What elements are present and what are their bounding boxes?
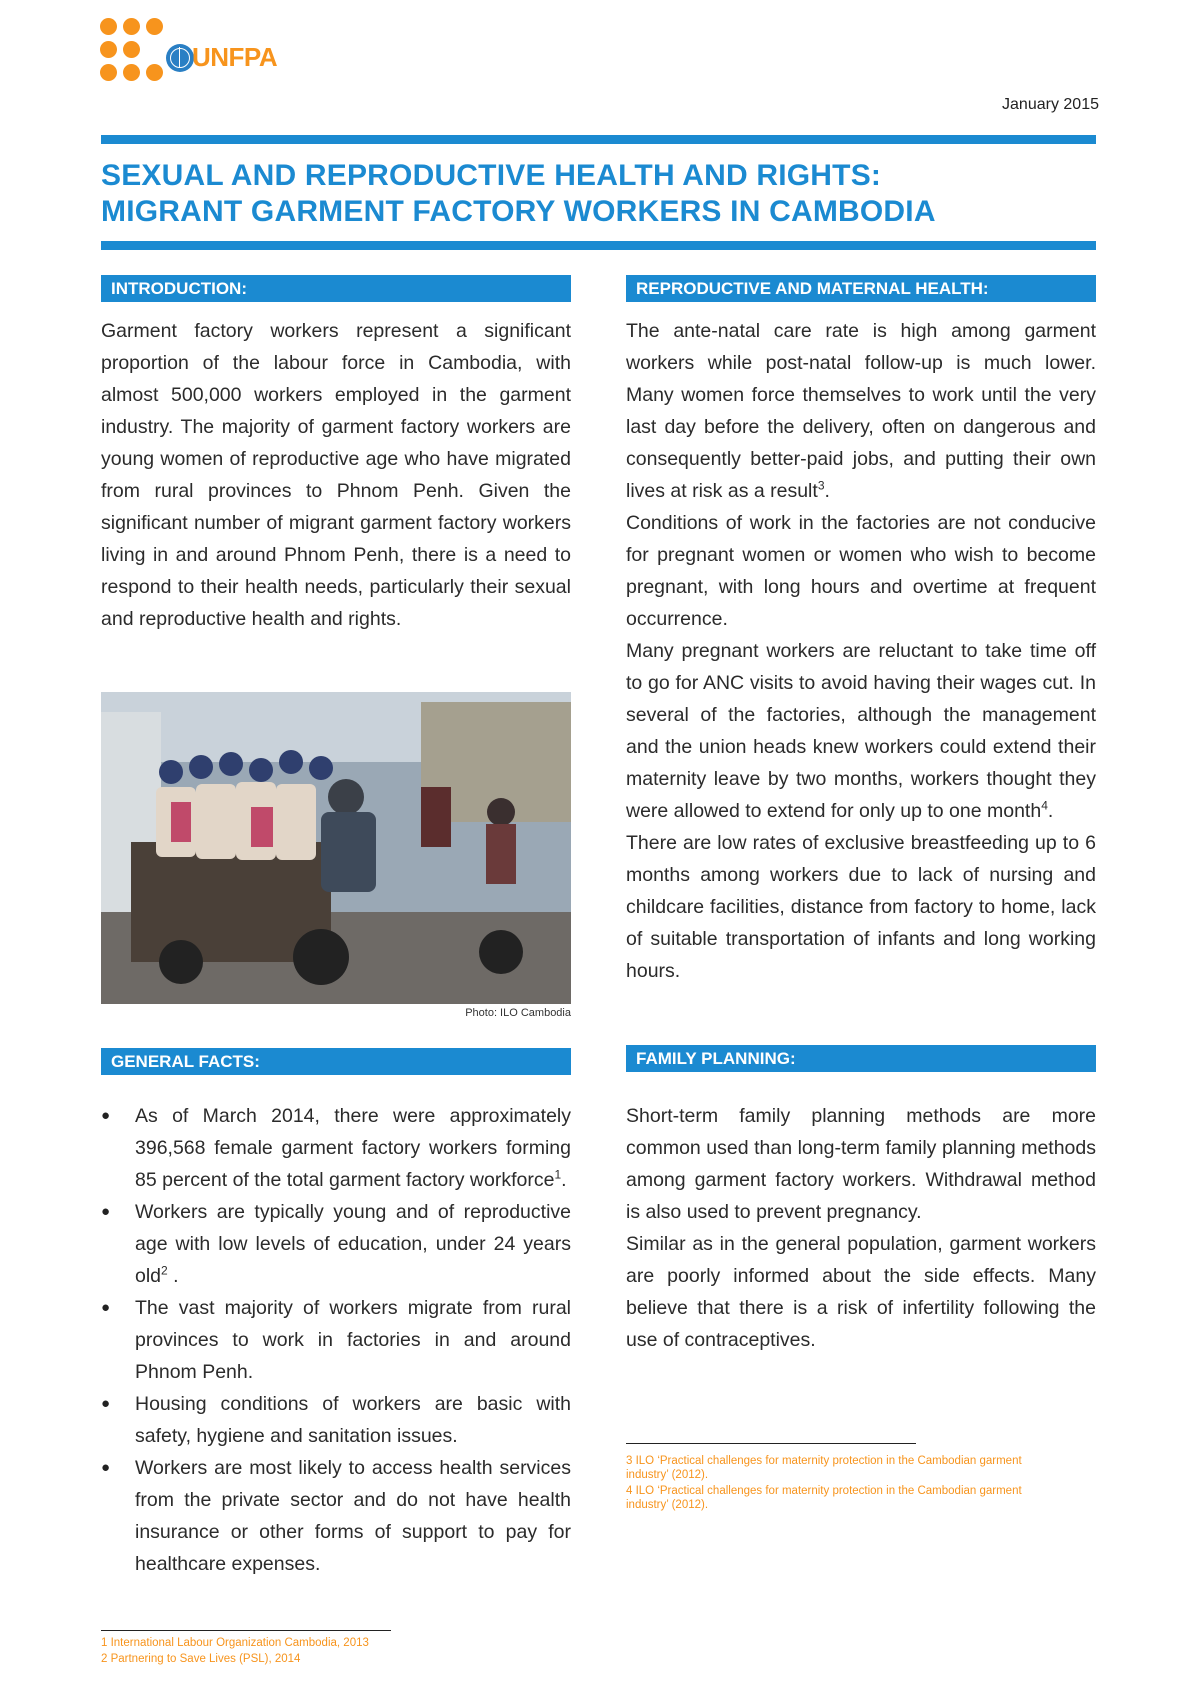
introduction-text: Garment factory workers represent a significant proportion of the labour force in Cambodia, with almost 500,000 workers employed in the garment industry. The majority of garment factory workers are young women of reproductive age who have migrated from rural provinces to Phnom Penh. Given the significant number of migrant garment factory workers living in and around Phnom Penh, there is a need to respond to their health needs, particularly their sexual and reproductive health and rights. xyxy=(101,320,571,630)
photo-workers-on-truck xyxy=(101,692,571,1004)
page-title xyxy=(101,158,1101,230)
footnotes-right xyxy=(626,1454,1066,1514)
rh-paragraph-2: Conditions of work in the factories are not conducive for pregnant women or women who wish to become pregnant, with long hours and overtime at frequent occurrence. xyxy=(626,512,1096,630)
rh-paragraph-3: Many pregnant workers are reluctant to take time off to go for ANC visits to avoid having their wages cut. In several of the factories, although the management and the union heads knew workers could extend their maternity leave by two months, workers thought they were allowed to extend for only up to one month$^4$. xyxy=(626,640,1096,822)
footnote-1: 1 International Labour Organization Cambodia, 2013 xyxy=(101,1637,369,1649)
rh-paragraph-4: There are low rates of exclusive breastfeeding up to 6 months among workers due to lack of nursing and childcare facilities, distance from factory to home, lack of suitable transportation of infants and long working hours. xyxy=(626,832,1096,982)
top-rule xyxy=(101,135,1096,144)
publication-date: January 2015 xyxy=(1002,96,1099,113)
footnote-2: 2 Partnering to Save Lives (PSL), 2014 xyxy=(101,1653,301,1665)
photo-illustration xyxy=(101,692,571,1004)
reproductive-health-text xyxy=(626,315,1096,987)
unfpa-logo xyxy=(100,18,278,98)
section-heading-general-facts: GENERAL FACTS: xyxy=(101,1048,571,1075)
title-line-2: MIGRANT GARMENT FACTORY WORKERS IN CAMBODIA xyxy=(101,195,936,228)
footnote-4: 4 ILO ‘Practical challenges for maternity protection in the Cambodian garment industry’ (2012). xyxy=(626,1485,1022,1511)
fp-paragraph-2: Similar as in the general population, garment workers are poorly informed about the side effects. Many believe that there is a risk of infertility following the use of contraceptives. xyxy=(626,1233,1096,1351)
section-heading-reproductive-health: REPRODUCTIVE AND MATERNAL HEALTH: xyxy=(626,275,1096,302)
rh-paragraph-1: The ante-natal care rate is high among garment workers while post-natal follow-up is much lower. Many women force themselves to work until the very last day before the delivery, often on dangerous and consequently better-paid jobs, and putting their own lives at risk as a result$^3$. xyxy=(626,320,1096,502)
footnote-rule-left xyxy=(101,1630,391,1631)
fact-item: ● Workers are most likely to access health services from the private sector and do not have health insurance or other forms of support to pay for healthcare expenses. xyxy=(101,1452,571,1580)
fact-item: ● The vast majority of workers migrate from rural provinces to work in factories in and around Phnom Penh. xyxy=(101,1292,571,1388)
un-globe-icon xyxy=(166,44,194,72)
fact-item: ● Housing conditions of workers are basic with safety, hygiene and sanitation issues. xyxy=(101,1388,571,1452)
family-planning-text xyxy=(626,1100,1096,1356)
section-heading-family-planning: FAMILY PLANNING: xyxy=(626,1045,1096,1072)
title-line-1: SEXUAL AND REPRODUCTIVE HEALTH AND RIGHTS: xyxy=(101,159,882,192)
section-heading-introduction: INTRODUCTION: xyxy=(101,275,571,302)
footnote-3: 3 ILO ‘Practical challenges for maternity protection in the Cambodian garment industry’ (2012). xyxy=(626,1455,1022,1481)
footnotes-left xyxy=(101,1636,571,1668)
fp-paragraph-1: Short-term family planning methods are more common used than long-term family planning methods among garment factory workers. Withdrawal method is also used to prevent pregnancy. xyxy=(626,1105,1096,1223)
footnote-rule-right xyxy=(626,1443,916,1444)
fact-item: ● As of March 2014, there were approximately 396,568 female garment factory workers forming 85 percent of the total garment factory workforce$^1$. xyxy=(101,1100,571,1196)
logo-text: UNFPA xyxy=(192,42,278,72)
photo-caption: Photo: ILO Cambodia xyxy=(465,1007,571,1019)
title-bottom-rule xyxy=(101,241,1096,250)
general-facts-list xyxy=(101,1100,571,1580)
fact-item: ● Workers are typically young and of reproductive age with low levels of education, under 24 years old$^2$ . xyxy=(101,1196,571,1292)
